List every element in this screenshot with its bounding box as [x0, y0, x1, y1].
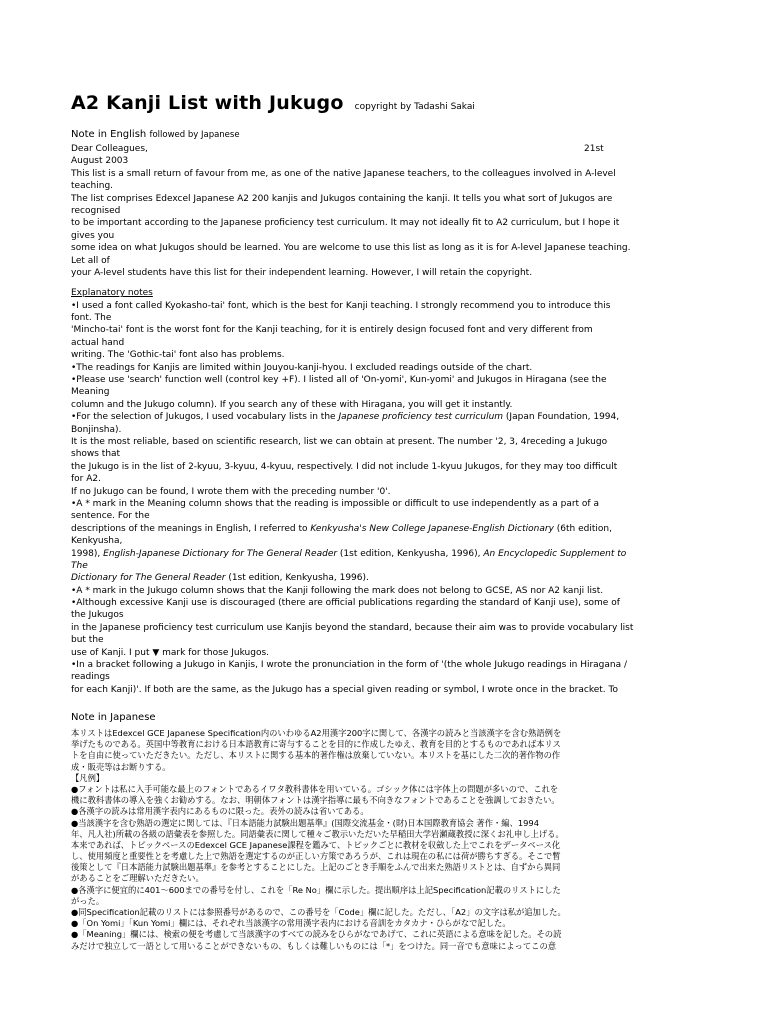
jp-line: 機に教科書体の導入を強くお勧めする。なお、明朝体フォントは漢字指導に最も不向きなフォントであることを強調しておきたい。	[71, 795, 560, 806]
note-line: •A * mark in the Jukugo column shows that the Kanji following the mark does not belong to GCSE, AS nor A2 kanji list.	[71, 585, 604, 596]
note-line: •Please use 'search' function well (control key +F). I listed all of 'On-yomi', Kun-yomi' and Jukugos in Hiragana (see the	[71, 375, 607, 386]
jp-line: 年、凡人社)所載の各級の語彙表を参照した。同語彙表に関して種々ご教示いただいた早稲田大学岩瀬蔵教授に深くお礼申し上げる。	[71, 828, 564, 839]
note-line: readings	[71, 672, 110, 683]
note-line: •In a bracket following a Jukugo in Kanjis, I wrote the pronunciation in the form of '(the whole Jukugo readings in Hiragana /	[71, 660, 628, 671]
jp-line: ●フォントは私に入手可能な最上のフォントであるイワタ教科書体を用いている。ゴシック体には字体上の問題が多いので、これを	[71, 783, 559, 794]
japanese-body	[71, 728, 641, 952]
note-text: (1st edition, Kenkyusha, 1996),	[337, 548, 484, 559]
jp-line: 成・販売等はお断りする。	[71, 761, 171, 772]
intro-line: your A-level students have this list for their independent learning. However, I will retain the copyright.	[71, 267, 533, 278]
note-text: 1998),	[71, 548, 104, 559]
note-japanese-heading: Note in Japanese	[71, 712, 156, 723]
intro-line: teaching.	[71, 181, 114, 192]
jp-line: ●「Meaning」欄には、検索の便を考慮して当該漢字のすべての読みをひらがなであげて、これに英語による意味を記した。その読	[71, 929, 562, 940]
jp-line: 本リストはEdexcel GCE Japanese Specification内のいわゆるA2用漢字200字に関して、各漢字の読みと当該漢字を含む熟語例を	[71, 728, 562, 738]
document-title: A2 Kanji List with Jukugo	[71, 92, 344, 114]
salutation: Dear Colleagues,	[71, 144, 148, 154]
note-text: •For the selection of Jukugos, I used vocabulary lists in the	[71, 412, 339, 423]
note-line: sentence. For the	[71, 511, 150, 522]
note-text: (1st edition, Kenkyusha, 1996).	[225, 573, 369, 584]
note-line: •A * mark in the Meaning column shows that the reading is impossible or difficult to use independently as a part of a	[71, 498, 599, 509]
note-text: (Japan Foundation, 1994,	[503, 412, 620, 423]
jp-line: ●各漢字の読みは常用漢字表内にあるものに限った。表外の読みは省いてある。	[71, 806, 369, 817]
note-line: the Jukugo is in the list of 2-kyuu, 3-kyuu, 4-kyuu, respectively. I did not include 1-kyuu Jukugos, for they may too difficult	[71, 461, 618, 472]
note-line: It is the most reliable, based on scientific research, list we can obtain at present. The number '2, 3, 4receding a Jukugo	[71, 436, 608, 447]
book-title: An Encyclopedic Supplement to	[483, 548, 627, 559]
note-line: font. The	[71, 313, 112, 324]
note-line: actual hand	[71, 337, 125, 348]
note-line: Meaning	[71, 387, 110, 398]
note-line: for A2.	[71, 474, 101, 485]
jp-line: し、使用頻度と重要性とを考慮した上で熟語を選定するのが正しい方策であろうが、これは現在の私には荷が勝ちすぎる。そこで暫	[71, 851, 561, 862]
intro-line: some idea on what Jukugos should be learned. You are welcome to use this list as long as it is for A-level Japanese teaching.	[71, 243, 631, 254]
note-line: 'Mincho-tai' font is the worst font for the Kanji teaching, for it is entirely design focused font and very different from	[71, 325, 593, 336]
note-english-sub: followed by Japanese	[149, 130, 240, 140]
note-text: descriptions of the meanings in English, I referred to	[71, 523, 311, 534]
book-title: The	[71, 560, 88, 571]
intro-line: gives you	[71, 230, 115, 241]
jp-line: 【凡例】	[71, 772, 105, 783]
date-line: August 2003	[71, 156, 129, 167]
intro-line: The list comprises Edexcel Japanese A2 200 kanjis and Jukugos containing the kanji. It tells you what sort of Jukugos are	[71, 193, 613, 204]
note-line: but the	[71, 635, 104, 646]
copyright-note: copyright by Tadashi Sakai	[354, 102, 475, 112]
jp-line: 本来であれば、トピックベースのEdexcel GCE Japanese課程を鑑みて、トピックごとに教材を収斂した上でこれをデータベース化	[71, 839, 561, 850]
note-english-label: Note in English	[71, 129, 147, 140]
intro-line: recognised	[71, 205, 121, 216]
jp-line: ●当該漢字を含む熟語の選定に関しては、『日本語能力試験出題基準』(国際交流基金・(財)日本国際教育協会 著作・編、1994	[71, 817, 539, 828]
note-line: •Although excessive Kanji use is discouraged (there are official publications regarding the standard of Kanji use), some of	[71, 598, 620, 609]
book-title: English-Japanese Dictionary for The General Reader	[103, 548, 338, 559]
jp-line: がった。	[71, 895, 105, 906]
jp-line: ●同Specification記載のリストには参照番号があるので、この番号を「Code」欄に記した。ただし、「A2」の文字は私が追加した。	[71, 907, 566, 917]
book-title: Japanese proficiency test curriculum	[338, 412, 504, 423]
note-line: If no Jukugo can be found, I wrote them with the preceding number '0'.	[71, 486, 391, 497]
note-line: the Jukugos	[71, 610, 124, 621]
intro-line: This list is a small return of favour from me, as one of the native Japanese teachers, to the colleagues involved in A-level	[71, 168, 616, 179]
book-title: Kenkyusha's New College Japanese-English Dictionary	[310, 523, 554, 534]
note-line: •The readings for Kanjis are limited within Jouyou-kanji-hyou. I excluded readings outside of the chart.	[71, 362, 533, 373]
jp-line: みだけで独立して一語として用いることができないもの、もしくは難しいものには「*」をつけた。同一音でも意味によってこの意	[71, 940, 557, 951]
note-line: writing. The 'Gothic-tai' font also has problems.	[71, 350, 285, 361]
note-line: in the Japanese proficiency test curriculum use Kanjis beyond the standard, because their aim was to provide vocabulary list	[71, 622, 634, 633]
note-line: column and the Jukugo column). If you search any of these with Hiragana, you will get it instantly.	[71, 399, 513, 410]
jp-line: 後策として『日本語能力試験出題基準』を参考とすることにした。上記のごとき手順をふんで出来た熟語リストとは、自ずから異同	[71, 862, 561, 873]
note-line: use of Kanji. I put ▼ mark for those Jukugos.	[71, 647, 269, 658]
note-line: •I used a font called Kyokasho-tai' font, which is the best for Kanji teaching. I strongly recommend you to introduce this	[71, 300, 611, 311]
jp-line: 挙げたものである。英国中等教育における日本語教育に寄与することを目的に作成したゆえ、教育を目的とするものであれば本リス	[71, 739, 561, 750]
book-title: Dictionary for The General Reader	[71, 573, 226, 584]
note-line: Bonjinsha).	[71, 424, 122, 435]
jp-line: があることをご理解いただきたい。	[71, 873, 204, 884]
note-line: for each Kanji)'. If both are the same, as the Jukugo has a special given reading or symbol, I wrote once in the bracket. To	[71, 684, 619, 695]
note-line: shows that	[71, 449, 121, 460]
date-day: 21st	[584, 144, 604, 154]
intro-line: Let all of	[71, 255, 110, 266]
jp-line: トを自由に使っていただきたい。ただし、本リストに関する基本的著作権は放棄していない。本リストを基にした二次的著作物の作	[71, 750, 561, 761]
jp-line: ●「On Yomi」「Kun Yomi」欄には、それぞれ当該漢字の常用漢字表内における音訓をカタカナ・ひらがなで記した。	[71, 918, 511, 929]
explanatory-heading: Explanatory notes	[71, 288, 153, 299]
note-text: (6th edition,	[553, 523, 612, 534]
jp-line: ●各漢字に便宜的に401〜600までの番号を付し、これを「Re No」欄に示した。提出順序は上記Specification記載のリストにした	[71, 884, 561, 895]
intro-line: to be important according to the Japanese proficiency test curriculum. It may not ideally fit to A2 curriculum, but I hope it	[71, 218, 620, 229]
note-line: Kenkyusha,	[71, 536, 123, 547]
